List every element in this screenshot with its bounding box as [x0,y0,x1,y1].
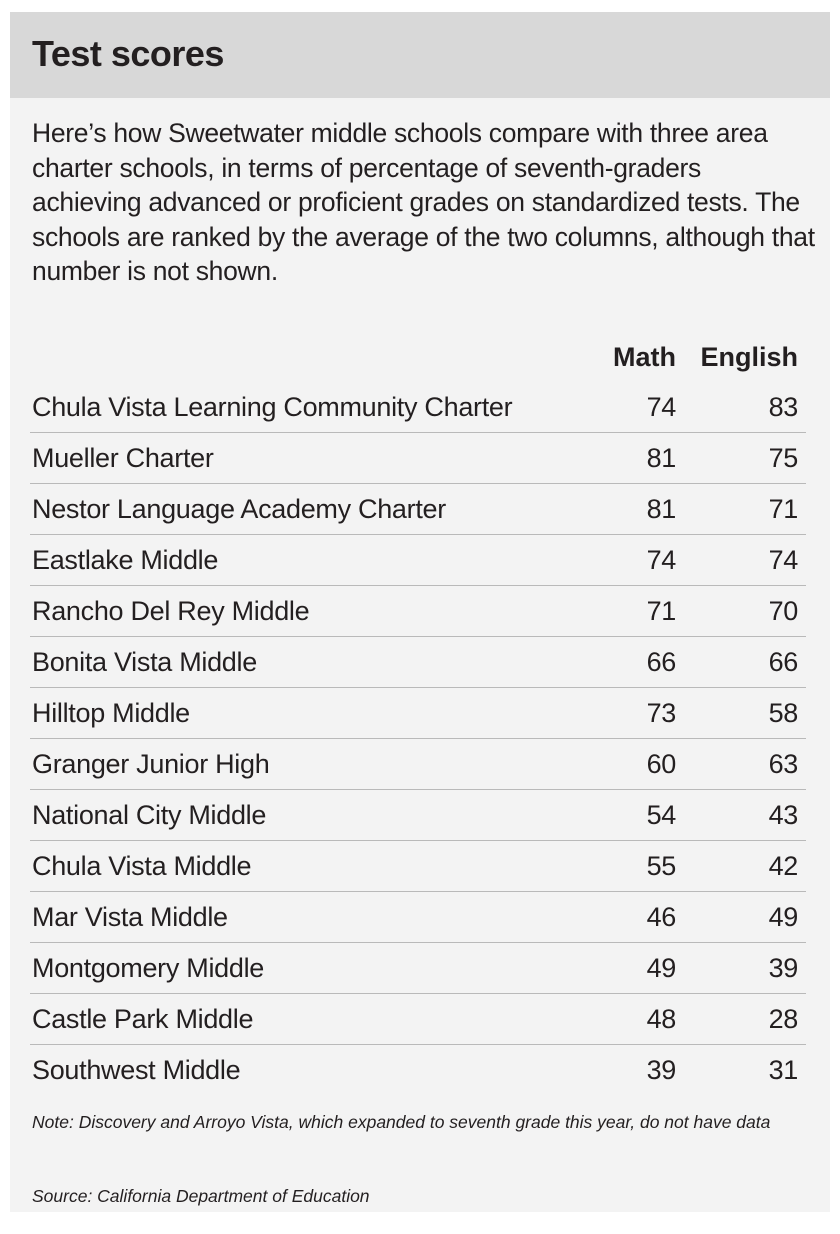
english-score: 63 [768,749,798,779]
school-name: National City Middle [32,800,267,830]
chart-description: Here’s how Sweetwater middle schools compare with three area charter schools, in terms of percentage of seventh-graders achieving advanced or proficient grades on standardized tests. The schools are ranked by the average of the two columns, although that number is not shown. [32,118,815,286]
table-row [30,433,806,484]
table-row [30,790,806,841]
english-score: 66 [768,647,798,677]
chart-title: Test scores [32,33,224,74]
school-name: Chula Vista Middle [32,851,252,881]
math-column-header: Math [613,342,676,372]
school-name: Bonita Vista Middle [32,647,257,677]
english-score: 43 [768,800,798,830]
english-score: 75 [768,443,798,473]
table-note: Note: Discovery and Arroyo Vista, which expanded to seventh grade this year, do not have data [32,1112,771,1132]
school-name: Hilltop Middle [32,698,190,728]
school-name: Rancho Del Rey Middle [32,596,310,626]
english-score: 39 [768,953,798,983]
math-score: 48 [646,1004,676,1034]
table-row [30,637,806,688]
english-score: 31 [768,1055,798,1085]
math-score: 46 [646,902,676,932]
table-row [30,382,806,433]
math-score: 66 [646,647,676,677]
table-row [30,739,806,790]
english-score: 74 [768,545,798,575]
school-name: Montgomery Middle [32,953,264,983]
english-score: 70 [768,596,798,626]
school-name: Castle Park Middle [32,1004,254,1034]
math-score: 39 [646,1055,676,1085]
source-line: Source: California Department of Education [32,1186,370,1206]
english-column-header: English [700,342,798,372]
table-body [30,382,806,1095]
english-score: 71 [768,494,798,524]
english-score: 58 [768,698,798,728]
table-row [30,1045,806,1095]
table-row [30,994,806,1045]
math-score: 81 [646,443,676,473]
school-name: Granger Junior High [32,749,270,779]
school-name: Mar Vista Middle [32,902,228,932]
math-score: 49 [646,953,676,983]
english-score: 42 [768,851,798,881]
school-name: Mueller Charter [32,443,214,473]
school-name: Eastlake Middle [32,545,219,575]
table-row [30,535,806,586]
math-score: 74 [646,545,676,575]
english-score: 83 [768,392,798,422]
table-row [30,586,806,637]
english-score: 28 [768,1004,798,1034]
title-bar [10,12,830,98]
school-name: Chula Vista Learning Community Charter [32,392,513,422]
math-score: 71 [646,596,676,626]
table-row [30,943,806,994]
math-score: 74 [646,392,676,422]
math-score: 81 [646,494,676,524]
table-row [30,892,806,943]
math-score: 60 [646,749,676,779]
table-row [30,841,806,892]
scores-table [30,334,806,1095]
school-name: Southwest Middle [32,1055,241,1085]
math-score: 55 [646,851,676,881]
table-header [30,334,806,382]
school-name: Nestor Language Academy Charter [32,494,446,524]
english-score: 49 [768,902,798,932]
math-score: 73 [646,698,676,728]
test-scores-card [10,12,830,1212]
table-row [30,688,806,739]
table-row [30,484,806,535]
math-score: 54 [646,800,676,830]
